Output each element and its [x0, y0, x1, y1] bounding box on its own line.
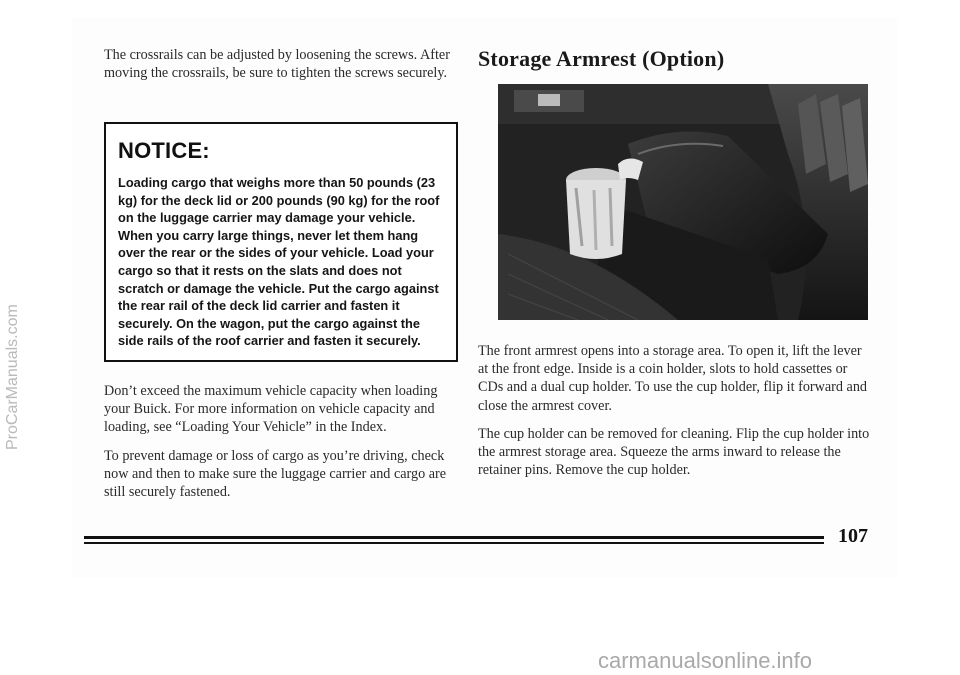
armrest-open-paragraph: The front armrest opens into a storage area. To open it, lift the lever at the front edge. Inside is a coin holder, slots to hold cassettes or CDs and a dual cup holder. To use the cup holder, flip it forward and close the armrest cover. — [478, 343, 868, 414]
footer-rule-thick — [84, 536, 824, 539]
page-number: 107 — [838, 525, 868, 547]
left-column-bottom — [104, 382, 460, 511]
watermark-left: ProCarManuals.com — [4, 304, 21, 450]
section-heading: Storage Armrest (Option) — [478, 46, 725, 71]
cargo-check-paragraph: To prevent damage or loss of cargo as you’re driving, check now and then to make sure the luggage carrier and cargo are still securely fastened. — [104, 447, 447, 501]
crossrails-paragraph: The crossrails can be adjusted by loosening the screws. After moving the crossrails, be sure to tighten the screws securely. — [104, 47, 450, 82]
cup-holder-removal-paragraph: The cup holder can be removed for cleaning. Flip the cup holder into the armrest storage area. Squeeze the arms inward to release the retainer pins. Remove the cup holder. — [478, 425, 870, 479]
footer-rule-thin — [84, 542, 824, 544]
armrest-photo-illustration — [498, 84, 868, 320]
right-column-top — [478, 46, 868, 72]
watermark-bottom: carmanualsonline.info — [598, 648, 813, 673]
notice-box — [104, 122, 458, 362]
notice-text: Loading cargo that weighs more than 50 pounds (23 kg) for the deck lid or 200 pounds (90 kg) for the roof on the luggage carrier may damage your vehicle. When you carry large things, never let them hang over the rear or the sides of your vehicle. Load your cargo so that it rests on the slats and does not scratch or damage the vehicle. Put the cargo against the rear rail of the deck lid carrier and fasten it securely. On the wagon, put the cargo against the side rails of the roof carrier and fasten it securely. — [118, 175, 440, 349]
armrest-photo — [498, 84, 868, 320]
notice-title: NOTICE: — [118, 138, 210, 163]
capacity-paragraph: Don’t exceed the maximum vehicle capacity when loading your Buick. For more information on vehicle capacity and loading, see “Loading Your Vehicle” in the Index. — [104, 383, 438, 436]
right-column-bottom — [478, 342, 870, 489]
left-column-top — [104, 46, 460, 92]
